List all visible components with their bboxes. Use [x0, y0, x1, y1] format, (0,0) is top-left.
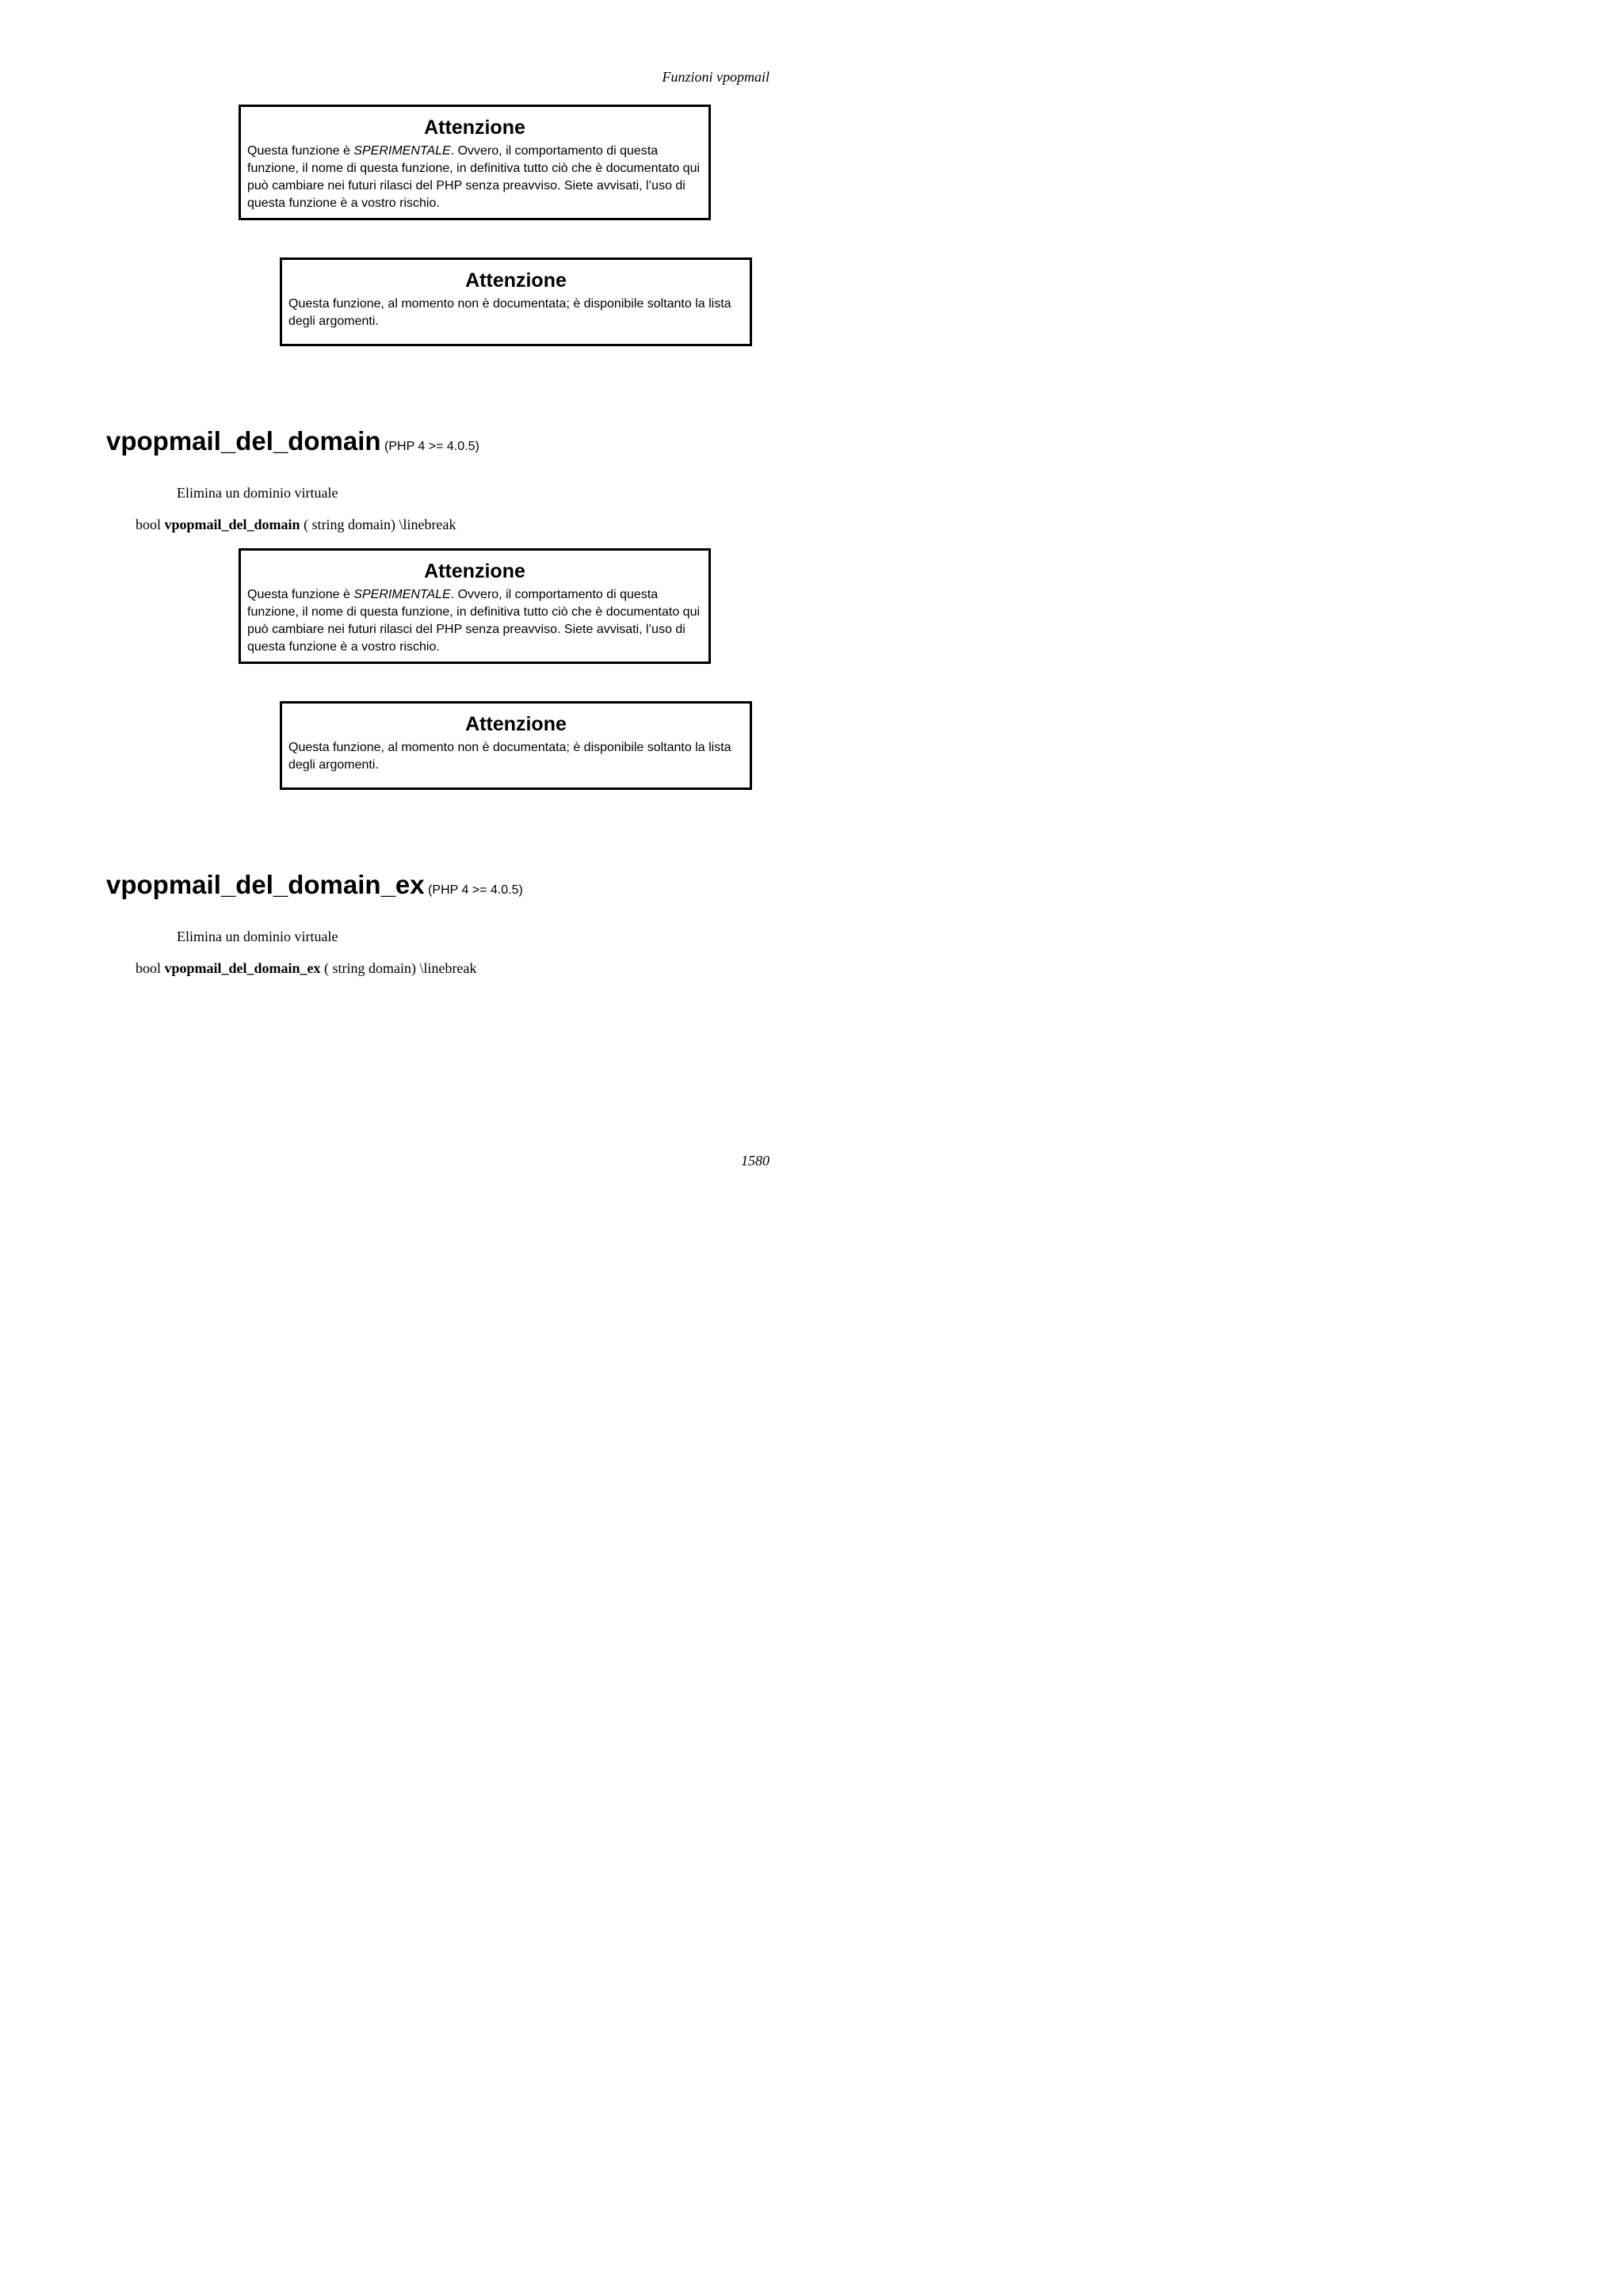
warning-text: Questa funzione è SPERIMENTALE. Ovvero, il comportamento di questa funzione, il nome di questa funzione, in definitiva tutto ciò che è documentato qui può cambiare nei futuri rilasci del PHP senza preavviso. Siete avvisati, l’uso di questa funzione è a vostro rischio.: [247, 144, 701, 210]
warning-title: Attenzione: [465, 713, 567, 735]
experimental-emphasis: SPERIMENTALE: [353, 144, 451, 158]
function-synopsis: [136, 517, 456, 533]
return-type: bool: [136, 517, 162, 532]
experimental-warning-box: [239, 548, 711, 664]
function-name: vpopmail_del_domain: [106, 426, 381, 456]
page-number: 1580: [741, 1153, 769, 1169]
warning-title: Attenzione: [424, 116, 525, 139]
function-version: (PHP 4 >= 4.0.5): [428, 883, 523, 897]
synopsis-function-name: vpopmail_del_domain: [164, 517, 300, 532]
warning-title: Attenzione: [465, 269, 567, 292]
warning-title: Attenzione: [424, 560, 525, 582]
function-heading: [106, 426, 479, 456]
synopsis-function-name: vpopmail_del_domain_ex: [164, 960, 321, 976]
return-type: bool: [136, 960, 162, 976]
experimental-emphasis: SPERIMENTALE: [353, 588, 451, 601]
function-version: (PHP 4 >= 4.0.5): [384, 440, 479, 453]
function-heading: [106, 870, 523, 900]
undocumented-warning-box: [280, 257, 752, 346]
warning-text: Questa funzione, al momento non è documentata; è disponibile soltanto la lista degli argomenti.: [288, 741, 731, 772]
function-parameters: ( string domain) \linebreak: [304, 517, 456, 532]
experimental-warning-box: [239, 105, 711, 220]
warning-text: Questa funzione, al momento non è documentata; è disponibile soltanto la lista degli argomenti.: [288, 297, 731, 328]
undocumented-warning-box: [280, 701, 752, 790]
function-purpose: Elimina un dominio virtuale: [177, 485, 338, 501]
running-header: Funzioni vpopmail: [662, 69, 769, 85]
function-purpose: Elimina un dominio virtuale: [177, 929, 338, 944]
warning-text: Questa funzione è SPERIMENTALE. Ovvero, il comportamento di questa funzione, il nome di questa funzione, in definitiva tutto ciò che è documentato qui può cambiare nei futuri rilasci del PHP senza preavviso. Siete avvisati, l’uso di questa funzione è a vostro rischio.: [247, 588, 701, 654]
function-synopsis: [136, 960, 477, 977]
function-parameters: ( string domain) \linebreak: [324, 960, 477, 976]
function-name: vpopmail_del_domain_ex: [106, 870, 425, 899]
